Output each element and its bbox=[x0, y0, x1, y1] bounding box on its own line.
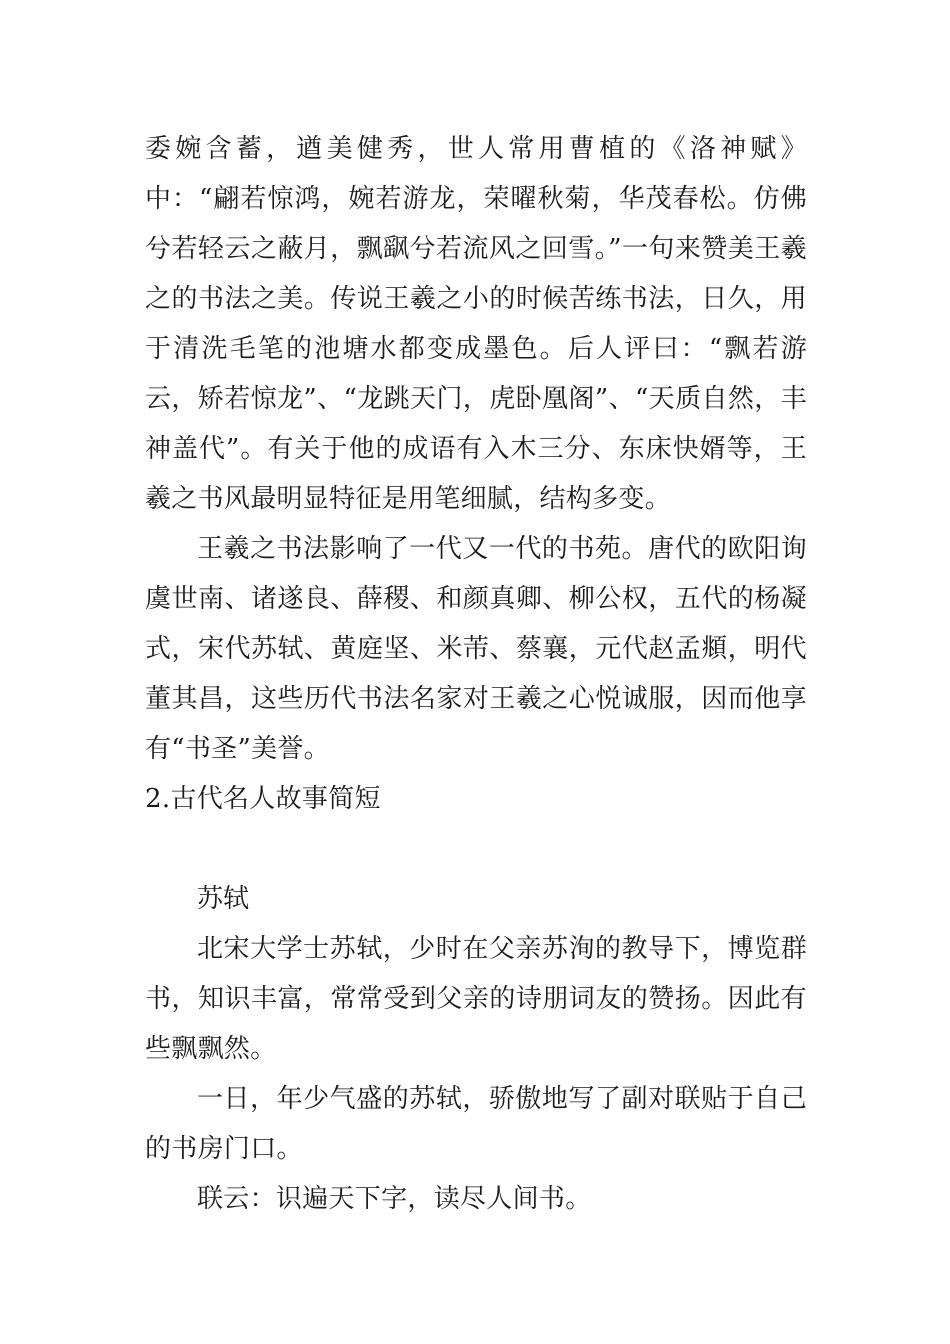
document-body bbox=[145, 124, 807, 1224]
section-heading: 2.古代名人故事简短 bbox=[145, 784, 381, 814]
paragraph-wang-xizhi-style: 委婉含蓄，遒美健秀，世人常用曹植的《洛神赋》中：“翩若惊鸿，婉若游龙，荣曜秋菊，华茂春松。仿佛兮若轻云之蔽月，飘飖兮若流风之回雪。”一句来赞美王羲之的书法之美。传说王羲之小的时候苦练书法，日久，用于清洗毛笔的池塘水都变成墨色。后人评曰：“飘若游云，矫若惊龙”、“龙跳天门，虎卧凰阁”、“天质自然，丰神盖代”。有关于他的成语有入木三分、东床快婿等，王羲之书风最明显特征是用笔细腻，结构多变。 bbox=[145, 134, 807, 514]
blank-line bbox=[145, 824, 807, 874]
story-title: 苏轼 bbox=[197, 884, 250, 914]
paragraph-sushi-background: 北宋大学士苏轼，少时在父亲苏洵的教导下，博览群书，知识丰富，常常受到父亲的诗朋词友的赞扬。因此有些飘飘然。 bbox=[145, 934, 807, 1064]
paragraph-sushi-couplet-intro: 一日，年少气盛的苏轼，骄傲地写了副对联贴于自己的书房门口。 bbox=[145, 1084, 807, 1164]
paragraph-sushi-couplet: 联云：识遍天下字，读尽人间书。 bbox=[197, 1184, 592, 1214]
paragraph-wang-xizhi-influence: 王羲之书法影响了一代又一代的书苑。唐代的欧阳询虞世南、诸遂良、薛稷、和颜真卿、柳公权，五代的杨凝式，宋代苏轼、黄庭坚、米芾、蔡襄，元代赵孟頫，明代董其昌，这些历代书法名家对王羲之心悦诚服，因而他享有“书圣”美誉。 bbox=[145, 534, 807, 764]
